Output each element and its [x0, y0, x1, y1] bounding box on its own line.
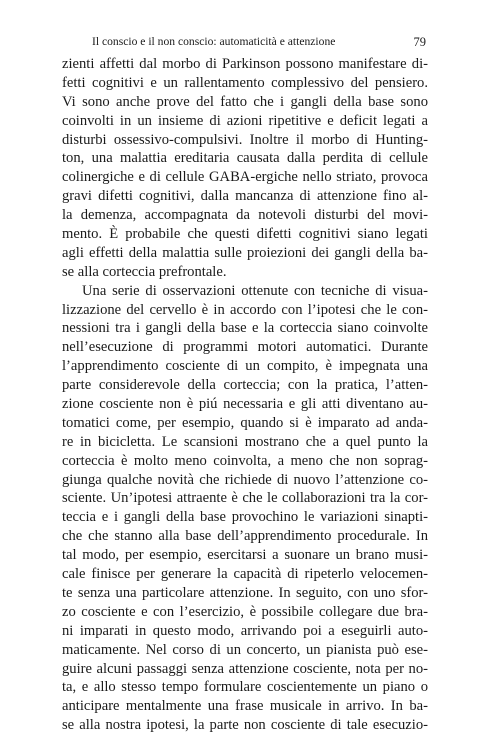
paragraph: [62, 55, 428, 282]
running-head: [62, 34, 428, 50]
text-line: sciente. Un’ipotesi attraente è che le collaborazioni tra la cor-: [62, 490, 428, 507]
page-number: 79: [413, 35, 426, 49]
text-line: zione cosciente non è piú necessaria e gli atti diventano au-: [62, 396, 428, 413]
paragraph: [62, 282, 428, 735]
text-line: gravi difetti cognitivi, dalla mancanza di attenzione fino al-: [62, 188, 428, 205]
text-line: tomatici come, per esempio, quando si è imparato ad anda-: [62, 414, 428, 431]
text-line: cale finisce per generare la capacità di ripeterlo velocemen-: [62, 566, 428, 583]
text-line: lizzazione del cervello è in accordo con l’ipotesi che le con-: [62, 301, 428, 318]
text-line: re in bicicletta. Le scansioni mostrano che a quel punto la: [62, 433, 428, 450]
text-line: nell’esecuzione di programmi motori automatici. Durante: [62, 339, 428, 356]
text-line: ton, una malattia ereditaria causata dalla perdita di cellule: [62, 150, 428, 167]
text-line: giunga qualche novità che richiede di nuovo l’attenzione co-: [62, 471, 428, 488]
text-line: nessioni tra i gangli della base e la corteccia siano coinvolte: [62, 320, 428, 337]
text-line: mento. È probabile che questi difetti cognitivi siano legati: [62, 226, 428, 243]
text-line: zienti affetti dal morbo di Parkinson possono manifestare di-: [62, 56, 428, 72]
text-line: se alla corteccia prefrontale.: [62, 263, 227, 280]
text-line: coinvolti in un insieme di azioni ripetitive e deficit legati a: [62, 112, 428, 129]
text-line: anticipare mentalmente una frase musicale in arrivo. In ba-: [62, 698, 428, 715]
text-line: Una serie di osservazioni ottenute con tecniche di visua-: [82, 282, 428, 299]
text-line: che che stanno alla base dell’apprendimento procedurale. In: [62, 528, 428, 545]
text-line: fetti cognitivi e un rallentamento complessivo del pensiero.: [62, 74, 428, 91]
text-line: agli effetti della malattia sulle proiezioni dei gangli della ba-: [62, 244, 428, 261]
text-line: teccia e i gangli della base provochino le variazioni sinapti-: [62, 509, 428, 526]
text-line: maticamente. Nel corso di un concerto, un pianista può ese-: [62, 641, 428, 658]
text-line: te senza una particolare attenzione. In seguito, con uno sfor-: [62, 584, 428, 601]
text-line: Vi sono anche prove del fatto che i gangli della base sono: [62, 93, 428, 110]
text-line: guire alcuni passaggi senza attenzione cosciente, nota per no-: [62, 660, 428, 677]
text-line: la demenza, accompagnata da notevoli disturbi del movi-: [62, 207, 428, 224]
text-line: zo cosciente e con l’esercizio, è possibile collegare due bra-: [62, 603, 428, 620]
body-text: [62, 55, 428, 735]
text-line: ta, e allo stesso tempo formulare coscientemente un piano o: [62, 679, 428, 696]
text-line: parte considerevole della corteccia; con la pratica, l’atten-: [62, 377, 428, 394]
text-line: corteccia è molto meno coinvolta, a meno che non soprag-: [62, 452, 428, 469]
text-line: ni imparati in questo modo, arrivando poi a eseguirli auto-: [62, 622, 428, 639]
text-line: tal modo, per esempio, esercitarsi a suonare un brano musi-: [62, 547, 428, 564]
text-line: l’apprendimento cosciente di un compito, è impegnata una: [62, 358, 428, 375]
text-line: disturbi ossessivo-compulsivi. Inoltre il morbo di Hunting-: [62, 131, 428, 148]
text-line: se alla nostra ipotesi, la parte non cosciente di tale esecuzio-: [62, 717, 428, 734]
text-line: colinergiche e di cellule GABA-ergiche nello striato, provoca: [62, 169, 428, 186]
running-title: Il conscio e il non conscio: automaticità e attenzione: [92, 35, 336, 48]
